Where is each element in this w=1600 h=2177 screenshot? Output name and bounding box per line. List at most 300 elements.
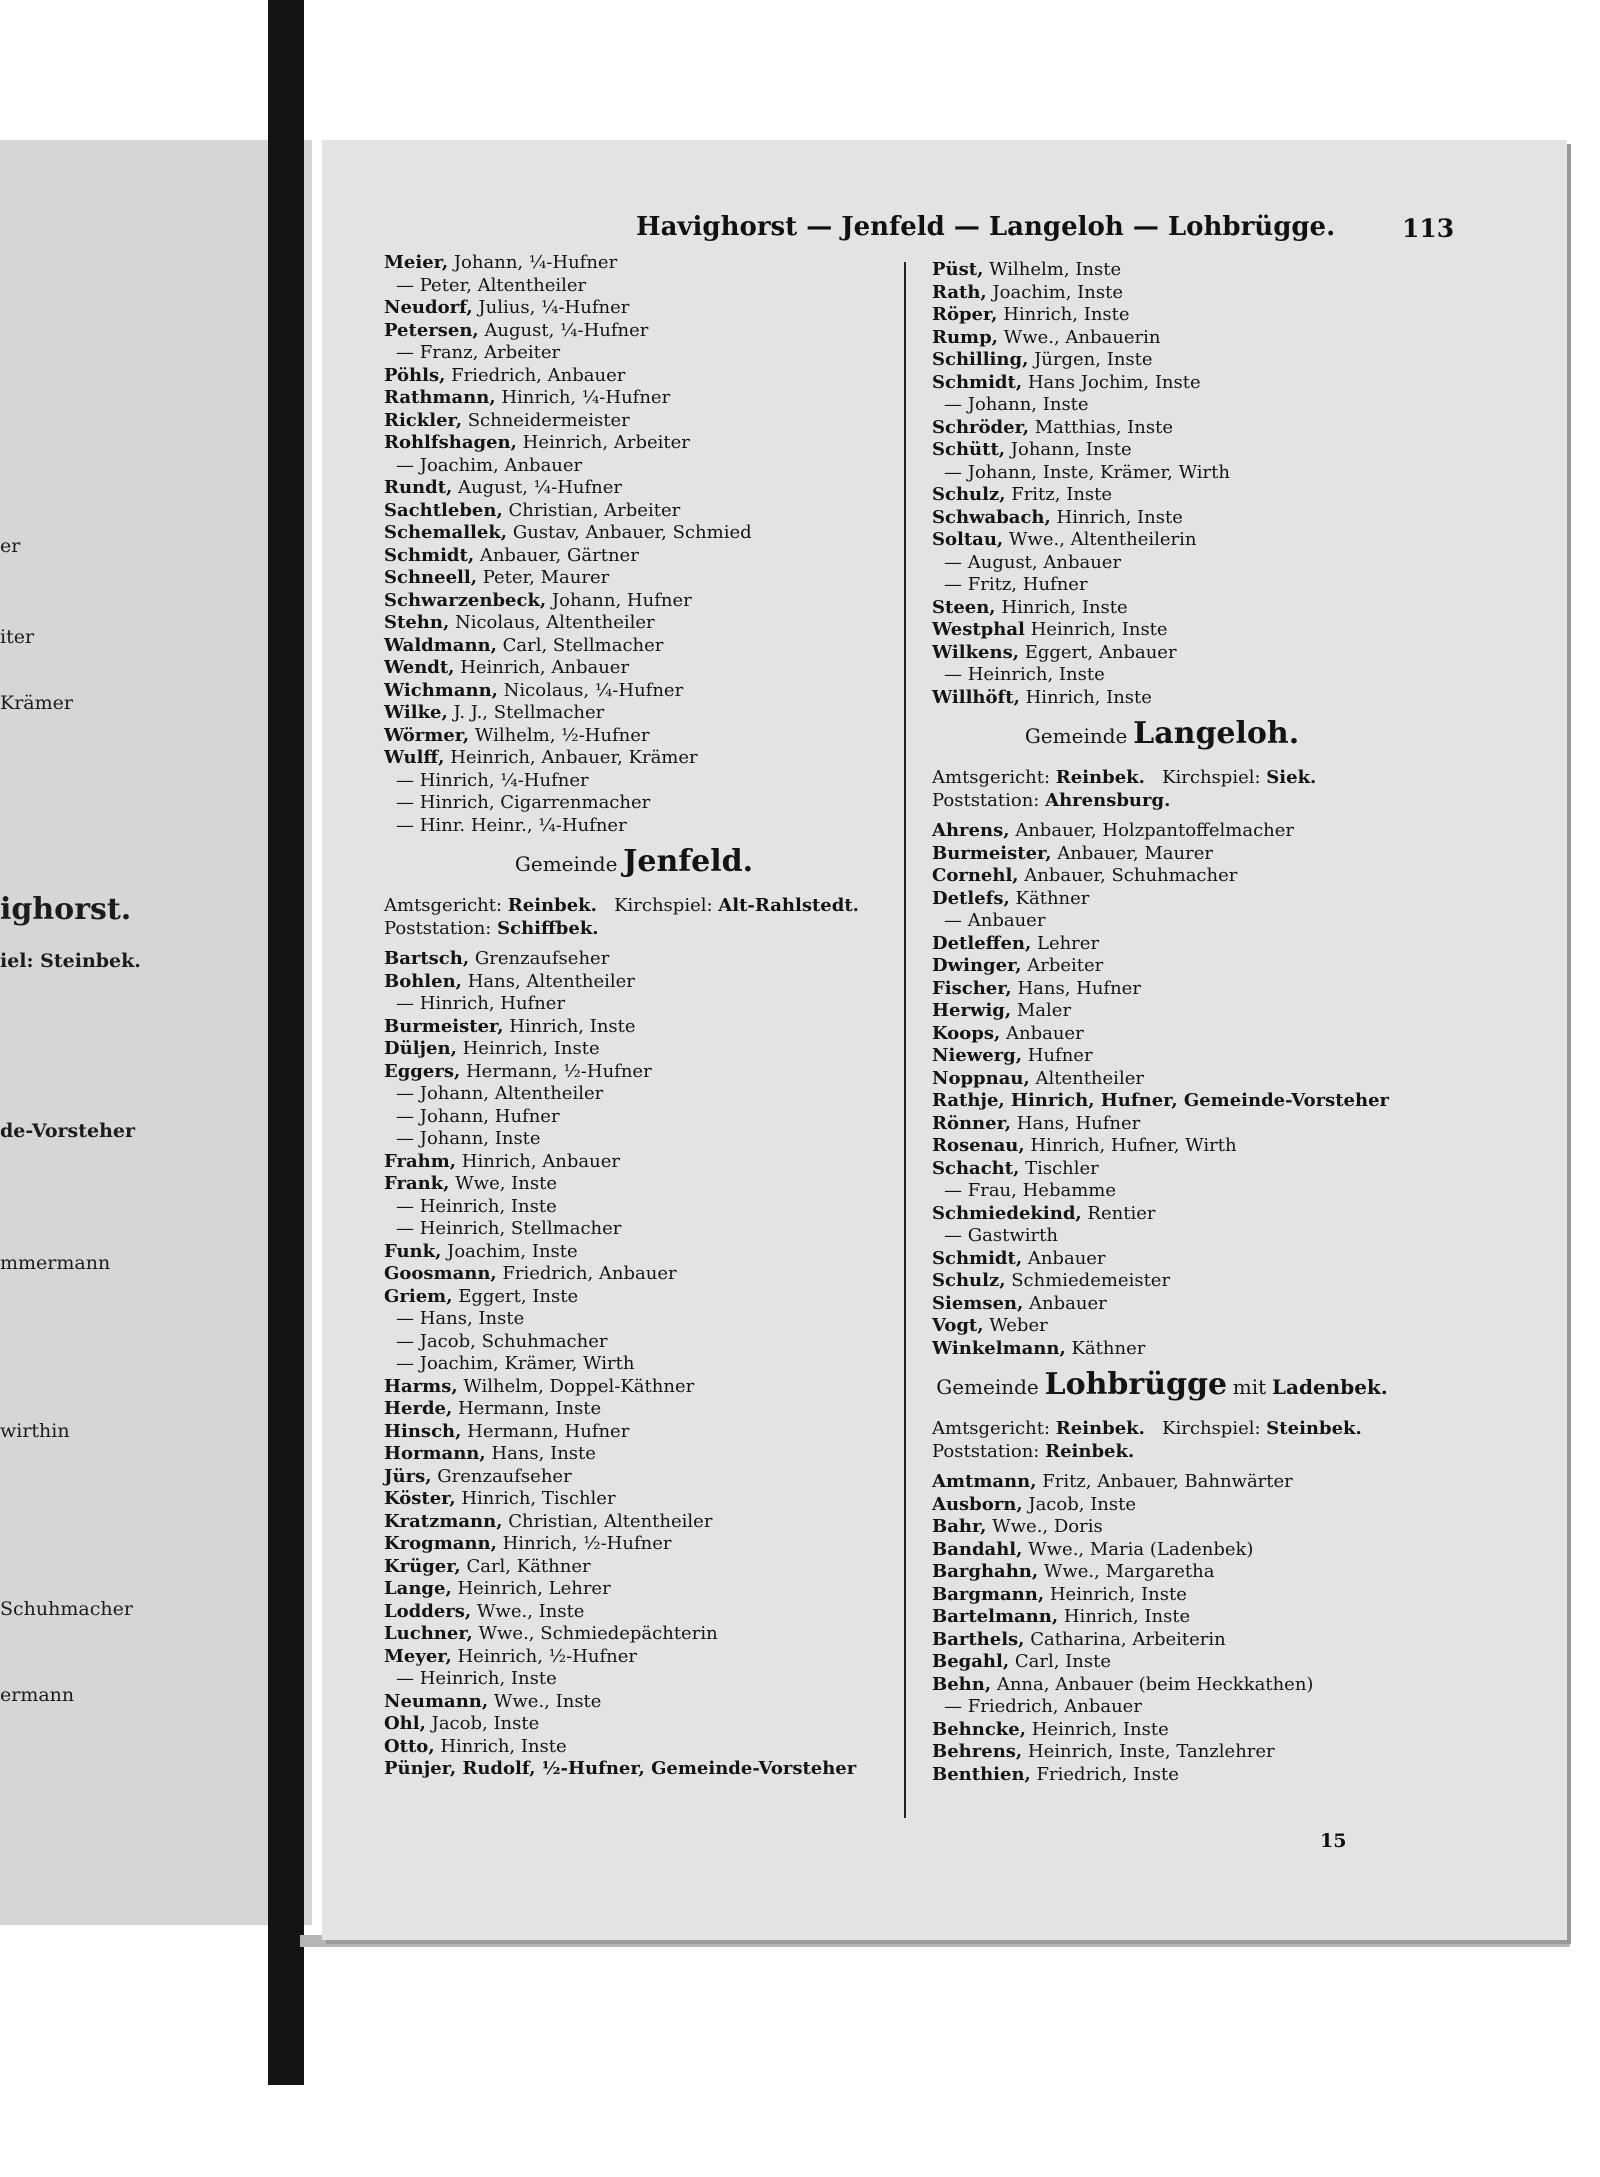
list-item	[384, 1128, 884, 1151]
entry-details: Fritz, Anbauer, Bahnwärter	[1042, 1471, 1293, 1492]
entry-details: Heinrich, Inste, Tanzlehrer	[1027, 1741, 1275, 1762]
entry-details: Wwe., Maria (Ladenbek)	[1028, 1538, 1254, 1560]
entry-name: Schacht,	[932, 1157, 1020, 1179]
entry-details: Wwe., Anbauerin	[1003, 326, 1161, 348]
list-item	[932, 1113, 1392, 1136]
left-page-fragment	[0, 140, 312, 1925]
langeloh-court-line	[932, 767, 1392, 790]
column-left	[384, 252, 884, 1781]
poststation-label: Poststation:	[932, 1440, 1040, 1462]
entry-name: Lange,	[384, 1578, 452, 1599]
entry-name: Rickler,	[384, 409, 462, 431]
list-item	[932, 1764, 1392, 1787]
entry-details: Heinrich, Inste	[419, 1195, 557, 1217]
list-item	[932, 1135, 1392, 1158]
list-item	[384, 612, 884, 635]
entry-name: Detleffen,	[932, 932, 1032, 954]
entry-details: Joachim, Anbauer	[419, 454, 583, 476]
list-item	[384, 1173, 884, 1196]
entry-name: Pöhls,	[384, 364, 446, 386]
list-item	[384, 680, 884, 703]
list-item	[384, 1691, 884, 1714]
list-item	[932, 978, 1392, 1001]
list-item	[384, 1556, 884, 1579]
havighorst-continued-list	[384, 252, 884, 837]
list-item	[384, 342, 884, 365]
list-item	[932, 1270, 1392, 1293]
list-item	[384, 455, 884, 478]
kirchspiel-label: Kirchspiel:	[1162, 1418, 1261, 1439]
entry-name: Willhöft,	[932, 686, 1020, 708]
list-item	[932, 619, 1392, 642]
entry-name: Frahm,	[384, 1150, 457, 1172]
list-item	[384, 1623, 884, 1646]
left-fragment-kraemer: Krämer	[0, 692, 73, 714]
poststation-value: Ahrensburg.	[1045, 789, 1171, 811]
signature-number: 15	[1320, 1830, 1347, 1852]
entry-details: Johann, Hufner	[551, 589, 692, 611]
entry-details: Anbauer	[967, 910, 1046, 931]
column-divider	[904, 262, 906, 1818]
list-item	[932, 529, 1392, 552]
list-item	[384, 432, 884, 455]
list-item	[384, 1263, 884, 1286]
langeloh-list	[932, 820, 1392, 1360]
entry-name: Barthels,	[932, 1628, 1025, 1650]
left-fragment-kirchspiel: iel: Steinbek.	[0, 950, 141, 972]
entry-name: —	[944, 574, 962, 595]
entry-name: Harms,	[384, 1375, 458, 1397]
entry-name: Fischer,	[932, 977, 1012, 999]
left-fragment-zimmermann: mmermann	[0, 1252, 111, 1274]
lohbruegge-court-line	[932, 1418, 1392, 1441]
entry-details: Peter, Altentheiler	[419, 274, 587, 296]
list-item	[932, 642, 1392, 665]
entry-details: Hans Jochim, Inste	[1027, 371, 1201, 393]
entry-details: Wwe., Margaretha	[1043, 1561, 1215, 1582]
entry-details: Wwe., Doris	[992, 1516, 1103, 1537]
havighorst-continued-list-right	[932, 259, 1392, 709]
entry-name: Burmeister,	[384, 1015, 504, 1037]
left-fragment-wirthin: wirthin	[0, 1420, 70, 1442]
entry-details: Heinrich, Inste	[1049, 1583, 1187, 1605]
entry-details: Anbauer, Schuhmacher	[1024, 865, 1238, 886]
entry-name: Behrens,	[932, 1741, 1023, 1762]
entry-name: Winkelmann,	[932, 1337, 1066, 1359]
entry-details: Fritz, Hufner	[967, 574, 1088, 595]
entry-name: Wörmer,	[384, 724, 470, 746]
entry-details: Käthner	[1015, 887, 1090, 909]
list-item	[384, 500, 884, 523]
entry-name: —	[944, 910, 962, 931]
entry-details: Johann, Hufner	[419, 1105, 560, 1127]
entry-name: Bahr,	[932, 1516, 987, 1537]
list-item	[384, 1218, 884, 1241]
list-item	[932, 1561, 1392, 1584]
entry-name: Frank,	[384, 1173, 450, 1194]
list-item	[384, 1083, 884, 1106]
list-item	[932, 1203, 1392, 1226]
book-gutter	[268, 0, 304, 2085]
list-item	[932, 1516, 1392, 1539]
section-heading-lohbruegge	[932, 1360, 1392, 1418]
entry-name: Wichmann,	[384, 679, 498, 701]
entry-name: Begahl,	[932, 1651, 1010, 1672]
entry-name: Niewerg,	[932, 1045, 1023, 1066]
list-item	[384, 725, 884, 748]
entry-details: Hinrich, Inste	[1056, 506, 1183, 528]
entry-details: Heinrich, ½-Hufner	[457, 1645, 637, 1667]
entry-details: Catharina, Arbeiterin	[1030, 1628, 1226, 1650]
entry-details: Carl, Käthner	[466, 1555, 591, 1577]
list-item	[932, 417, 1392, 440]
entry-name: —	[396, 342, 414, 363]
entry-details: Maler	[1016, 1000, 1072, 1021]
entry-details: Johann, Inste	[419, 1128, 541, 1149]
list-item	[384, 410, 884, 433]
entry-details: Eggert, Anbauer	[1024, 641, 1177, 663]
entry-details: Joachim, Inste	[992, 281, 1123, 303]
town-name-lohbruegge: Lohbrügge	[1044, 1367, 1228, 1402]
page-number: 113	[1402, 214, 1455, 243]
list-item	[932, 1494, 1392, 1517]
list-item	[384, 1466, 884, 1489]
kirchspiel-label: Kirchspiel:	[1162, 767, 1261, 788]
entry-name: Kratzmann,	[384, 1510, 503, 1532]
list-item	[932, 820, 1392, 843]
entry-details: Hermann, Hufner	[467, 1420, 630, 1442]
entry-details: Schneidermeister	[467, 409, 630, 431]
entry-details: Johann, Inste	[967, 394, 1089, 415]
poststation-value: Schiffbek.	[497, 917, 599, 939]
entry-name: Schilling,	[932, 349, 1029, 370]
entry-name: —	[944, 461, 962, 483]
list-item	[384, 1196, 884, 1219]
entry-details: Frau, Hebamme	[967, 1180, 1116, 1201]
entry-details: Hinrich, ½-Hufner	[502, 1533, 672, 1554]
entry-name: Herwig,	[932, 1000, 1012, 1021]
entry-details: August, ¼-Hufner	[484, 319, 649, 341]
entry-name: Ausborn,	[932, 1493, 1023, 1515]
entry-name: Wulff,	[384, 747, 445, 768]
entry-name: Röper,	[932, 304, 998, 325]
entry-name: Meyer,	[384, 1645, 452, 1667]
list-item	[932, 1696, 1392, 1719]
list-item	[384, 1736, 884, 1759]
list-item	[384, 1353, 884, 1376]
entry-name: Behncke,	[932, 1718, 1026, 1740]
entry-name: —	[396, 1083, 414, 1104]
entry-details: Johann, Inste	[1010, 439, 1132, 460]
entry-details: Heinrich, Inste	[462, 1038, 600, 1059]
list-item	[932, 1674, 1392, 1697]
list-item	[932, 687, 1392, 710]
entry-details: Hans, Inste	[491, 1443, 596, 1464]
kirchspiel-value: Siek.	[1266, 767, 1317, 788]
entry-name: Eggers,	[384, 1060, 461, 1082]
entry-details: Hans, Altentheiler	[467, 970, 635, 992]
list-item	[384, 1601, 884, 1624]
entry-details: Hinr. Heinr., ¼-Hufner	[419, 814, 627, 836]
kirchspiel-value: Steinbek.	[1266, 1418, 1362, 1439]
entry-details: Anbauer	[1029, 1292, 1107, 1314]
entry-details: Hinrich, Inste	[509, 1015, 636, 1037]
list-item	[932, 1248, 1392, 1271]
list-item	[932, 552, 1392, 575]
entry-name: Rathmann,	[384, 387, 496, 408]
entry-details: Heinrich, Lehrer	[457, 1578, 611, 1599]
lohbruegge-post-line	[932, 1441, 1392, 1464]
entry-details: Weber	[989, 1315, 1048, 1336]
entry-details: Wilhelm, Inste	[989, 259, 1122, 280]
entry-details: Carl, Inste	[1014, 1651, 1111, 1672]
entry-details: Käthner	[1071, 1337, 1146, 1359]
entry-name: Funk,	[384, 1240, 442, 1262]
entry-name: Vogt,	[932, 1315, 984, 1336]
entry-details: Christian, Altentheiler	[508, 1510, 713, 1532]
list-item	[384, 747, 884, 770]
entry-details: Friedrich, Anbauer	[502, 1263, 677, 1284]
list-item	[384, 1038, 884, 1061]
entry-name: —	[396, 1105, 414, 1127]
kirchspiel-value: Alt-Rahlstedt.	[718, 895, 859, 916]
entry-details: Jürgen, Inste	[1034, 349, 1153, 370]
entry-name: Cornehl,	[932, 865, 1019, 886]
amtsgericht-value: Reinbek.	[1055, 767, 1145, 788]
list-item	[384, 1533, 884, 1556]
entry-details: Carl, Stellmacher	[502, 634, 664, 656]
entry-name: —	[396, 1218, 414, 1239]
list-item	[384, 792, 884, 815]
entry-name: Detlefs,	[932, 887, 1010, 909]
entry-name: Schwabach,	[932, 506, 1051, 528]
list-item	[932, 304, 1392, 327]
entry-name: Krogmann,	[384, 1533, 497, 1554]
list-item	[932, 664, 1392, 687]
entry-name: Siemsen,	[932, 1292, 1024, 1314]
entry-name: Krüger,	[384, 1555, 461, 1577]
entry-details: Peter, Maurer	[482, 567, 610, 588]
list-item	[932, 439, 1392, 462]
entry-details: Heinrich, Inste	[419, 1668, 557, 1689]
list-item	[384, 567, 884, 590]
amtsgericht-value: Reinbek.	[1055, 1418, 1145, 1439]
entry-details: Joachim, Inste	[447, 1240, 578, 1262]
entry-details: Heinrich, Anbauer	[460, 657, 630, 678]
entry-details: Christian, Arbeiter	[508, 499, 681, 521]
list-item	[932, 1584, 1392, 1607]
entry-details: Joachim, Krämer, Wirth	[419, 1353, 635, 1374]
entry-details: Wilhelm, Doppel-Käthner	[463, 1375, 695, 1397]
list-item	[384, 770, 884, 793]
entry-name: Steen,	[932, 596, 996, 618]
list-item	[932, 1741, 1392, 1764]
entry-name: Köster,	[384, 1488, 456, 1509]
entry-name: Neudorf,	[384, 297, 473, 318]
entry-name: Schulz,	[932, 484, 1006, 505]
scan-margin-top	[0, 0, 1600, 140]
entry-details: Eggert, Inste	[458, 1285, 579, 1307]
list-item	[384, 477, 884, 500]
entry-details: Friedrich, Inste	[1036, 1763, 1179, 1785]
entry-name: —	[396, 1330, 414, 1352]
list-item	[932, 1000, 1392, 1023]
entry-details: Anbauer, Holzpantoffelmacher	[1015, 820, 1294, 841]
list-item	[932, 933, 1392, 956]
entry-name: Dwinger,	[932, 955, 1022, 976]
entry-details: Grenzaufseher	[474, 948, 610, 969]
list-item	[384, 993, 884, 1016]
entry-details: Rentier	[1087, 1202, 1156, 1224]
entry-details: Hermann, Inste	[457, 1398, 602, 1419]
list-item	[384, 590, 884, 613]
entry-name: Ahrens,	[932, 820, 1010, 841]
entry-name: —	[396, 1353, 414, 1374]
entry-details: J. J., Stellmacher	[453, 702, 605, 723]
entry-name: —	[396, 454, 414, 476]
entry-name: —	[396, 1128, 414, 1149]
list-item	[384, 1443, 884, 1466]
list-item	[932, 1315, 1392, 1338]
list-item	[384, 1578, 884, 1601]
entry-name: Bandahl,	[932, 1538, 1023, 1560]
list-item	[384, 1016, 884, 1039]
gemeinde-label: Gemeinde	[936, 1375, 1039, 1399]
list-item	[932, 597, 1392, 620]
list-item	[932, 1606, 1392, 1629]
entry-name: Wilke,	[384, 702, 448, 723]
entry-name: Stehn,	[384, 612, 450, 633]
entry-name: Griem,	[384, 1285, 453, 1307]
entry-details: Johann, Inste, Krämer, Wirth	[967, 461, 1230, 483]
list-item	[384, 1668, 884, 1691]
list-item	[384, 297, 884, 320]
entry-details: Heinrich, Anbauer, Krämer	[450, 747, 698, 768]
list-item	[932, 574, 1392, 597]
entry-details: Wilhelm, ½-Hufner	[474, 724, 650, 746]
entry-name: Waldmann,	[384, 634, 497, 656]
list-item	[384, 971, 884, 994]
entry-name: —	[944, 664, 962, 685]
list-item	[932, 327, 1392, 350]
entry-name: Bohlen,	[384, 970, 462, 992]
entry-details: Nicolaus, ¼-Hufner	[503, 679, 684, 701]
left-fragment-vorsteher: de-Vorsteher	[0, 1120, 136, 1142]
entry-details: Jacob, Schuhmacher	[419, 1330, 608, 1352]
entry-details: Schmiedemeister	[1011, 1270, 1171, 1291]
entry-details: Friedrich, Anbauer	[967, 1696, 1142, 1717]
list-item	[932, 910, 1392, 933]
entry-details: Julius, ¼-Hufner	[478, 297, 630, 318]
list-item	[384, 948, 884, 971]
ladenbek-label: Ladenbek.	[1271, 1375, 1388, 1399]
entry-details: Matthias, Inste	[1034, 416, 1173, 438]
entry-details: Nicolaus, Altentheiler	[454, 612, 655, 633]
entry-details: Wwe., Inste	[476, 1600, 585, 1622]
entry-name: Benthien,	[932, 1763, 1031, 1785]
entry-name: Düljen,	[384, 1038, 457, 1059]
entry-name: Hinsch,	[384, 1420, 462, 1442]
entry-details: Johann, Altentheiler	[419, 1083, 604, 1104]
entry-details: Anbauer, Gärtner	[479, 544, 639, 566]
entry-name: Rump,	[932, 326, 998, 348]
list-item	[932, 1539, 1392, 1562]
town-name-langeloh: Langeloh.	[1133, 716, 1300, 751]
list-item	[384, 1488, 884, 1511]
town-name-jenfeld: Jenfeld.	[623, 844, 754, 879]
left-fragment-ermann: ermann	[0, 1684, 75, 1706]
langeloh-post-line	[932, 790, 1392, 813]
left-fragment-iter: iter	[0, 626, 35, 648]
list-item	[384, 365, 884, 388]
list-item	[932, 1090, 1392, 1113]
entry-details: Heinrich, Stellmacher	[419, 1218, 622, 1239]
entry-name: Schmiedekind,	[932, 1202, 1082, 1224]
entry-details: Hans, Inste	[419, 1308, 525, 1329]
poststation-label: Poststation:	[384, 917, 492, 939]
list-item	[384, 1061, 884, 1084]
column-right	[932, 259, 1392, 1786]
entry-name: Rohlfshagen,	[384, 432, 517, 453]
entry-name: Lodders,	[384, 1600, 472, 1622]
entry-details: Hinrich, Hufner	[419, 993, 566, 1014]
list-item	[932, 1719, 1392, 1742]
entry-details: Hermann, ½-Hufner	[465, 1060, 652, 1082]
entry-details: Hinrich, Inste	[1025, 686, 1152, 708]
list-item	[384, 815, 884, 838]
list-item	[384, 275, 884, 298]
list-item	[384, 1646, 884, 1669]
entry-name: Schmidt,	[932, 371, 1023, 393]
list-item	[384, 657, 884, 680]
list-item	[932, 1023, 1392, 1046]
list-item	[932, 1293, 1392, 1316]
amtsgericht-label: Amtsgericht:	[932, 1418, 1051, 1439]
entry-details: Anbauer	[1005, 1022, 1084, 1044]
list-item	[384, 1151, 884, 1174]
entry-details: Tischler	[1025, 1157, 1099, 1179]
list-item	[932, 1471, 1392, 1494]
poststation-value: Reinbek.	[1045, 1440, 1135, 1462]
entry-name: Noppnau,	[932, 1067, 1030, 1089]
entry-name: —	[944, 394, 962, 415]
list-item	[932, 349, 1392, 372]
entry-details: Gastwirth	[967, 1225, 1058, 1246]
entry-name: Bartsch,	[384, 948, 470, 969]
list-item	[932, 462, 1392, 485]
entry-name: Rath,	[932, 281, 987, 303]
entry-name: Schütt,	[932, 439, 1006, 460]
list-item	[932, 865, 1392, 888]
jenfeld-post-line	[384, 918, 884, 941]
list-item	[932, 1180, 1392, 1203]
entry-details: Altentheiler	[1035, 1067, 1144, 1089]
entry-name: Hormann,	[384, 1443, 486, 1464]
entry-details: Hufner	[1027, 1045, 1093, 1066]
entry-name: —	[396, 1668, 414, 1689]
entry-details: Johann, ¼-Hufner	[453, 252, 618, 273]
entry-details: Anna, Anbauer (beim Heckkathen)	[996, 1673, 1314, 1695]
entry-details: August, ¼-Hufner	[458, 477, 622, 498]
mit-label: mit	[1232, 1375, 1267, 1399]
list-item	[384, 1398, 884, 1421]
entry-details: Wwe., Altentheilerin	[1008, 529, 1197, 550]
entry-name: —	[944, 551, 962, 573]
entry-details: Friedrich, Anbauer	[451, 364, 626, 386]
entry-name: Püst,	[932, 259, 984, 280]
amtsgericht-label: Amtsgericht:	[384, 895, 503, 916]
entry-details: Grenzaufseher	[437, 1465, 572, 1487]
